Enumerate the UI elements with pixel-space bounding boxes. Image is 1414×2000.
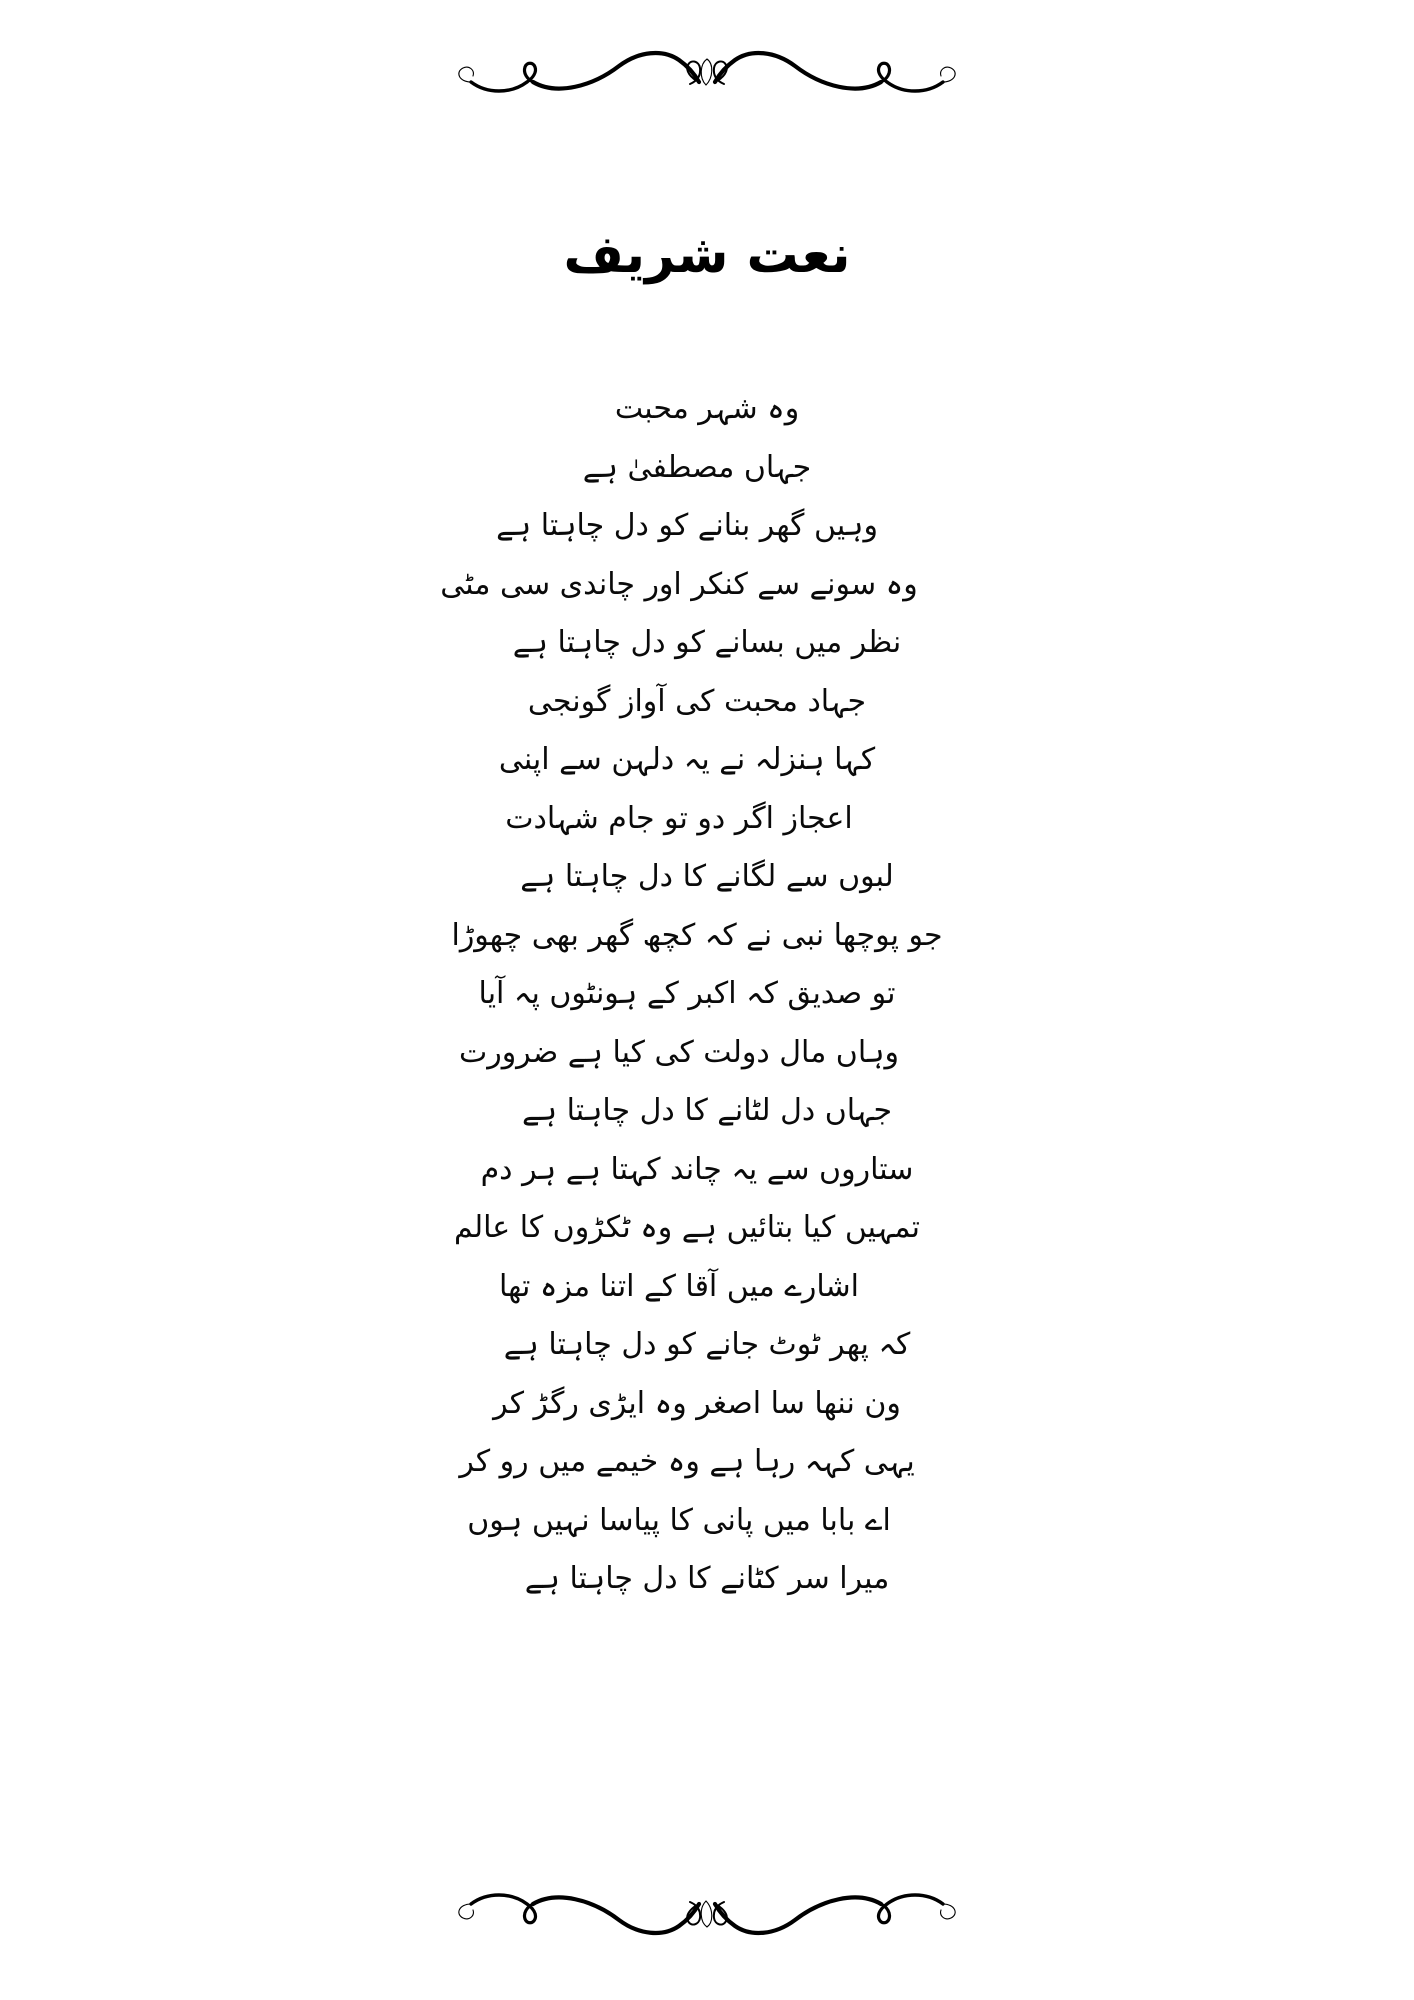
verse-line: یہی کہہ رہا ہے وہ خیمے میں رو کر [459, 1444, 915, 1479]
verse-line: جو پوچھا نبی نے کہ کچھ گھر بھی چھوڑا [451, 917, 943, 953]
flourish-divider-bottom-icon [387, 1878, 1027, 1948]
verse-line: تو صدیق کہ اکبر کے ہونٹوں پہ آیا [478, 976, 896, 1011]
verse-line: جہاد محبت کی آواز گونجی [527, 683, 867, 719]
verse-line: وہ سونے سے کنکر اور چاندی سی مٹی [440, 566, 918, 602]
verse-line: اے بابا میں پانی کا پیاسا نہیں ہوں [467, 1502, 891, 1538]
flourish-divider-top-icon [387, 38, 1027, 108]
verse-line: اعجاز اگر دو تو جام شہادت [505, 800, 853, 836]
verse-line: وہیں گھر بنانے کو دل چاہتا ہے [496, 508, 878, 543]
verse-line: ون ننھا سا اصغر وہ ایڑی رگڑ کر [493, 1385, 901, 1421]
verse-list [257, 380, 1157, 1609]
verse-line: جہاں دل لٹانے کا دل چاہتا ہے [521, 1093, 893, 1128]
verse-line: اشارے میں آقا کے اتنا مزہ تھا [499, 1268, 859, 1304]
verse-line: تمہیں کیا بتائیں ہے وہ ٹکڑوں کا عالم [454, 1210, 920, 1245]
page-title: نعت شریف [563, 225, 851, 285]
verse-line: وہ شہر محبت [614, 391, 800, 426]
verse-line: ستاروں سے یہ چاند کہتا ہے ہر دم [480, 1151, 914, 1187]
poem-body [257, 380, 1157, 1609]
verse-line: نظر میں بسانے کو دل چاہتا ہے [512, 625, 902, 660]
verse-line: کہا ہنزلہ نے یہ دلہن سے اپنی [498, 742, 876, 777]
verse-line: جہاں مصطفیٰ ہے [582, 449, 812, 485]
verse-line: وہاں مال دولت کی کیا ہے ضرورت [458, 1034, 900, 1070]
verse-line: کہ پھر ٹوٹ جانے کو دل چاہتا ہے [503, 1327, 911, 1362]
verse-line: لبوں سے لگانے کا دل چاہتا ہے [520, 859, 894, 894]
title-block [564, 216, 851, 294]
verse-line: میرا سر کٹانے کا دل چاہتا ہے [524, 1561, 890, 1596]
